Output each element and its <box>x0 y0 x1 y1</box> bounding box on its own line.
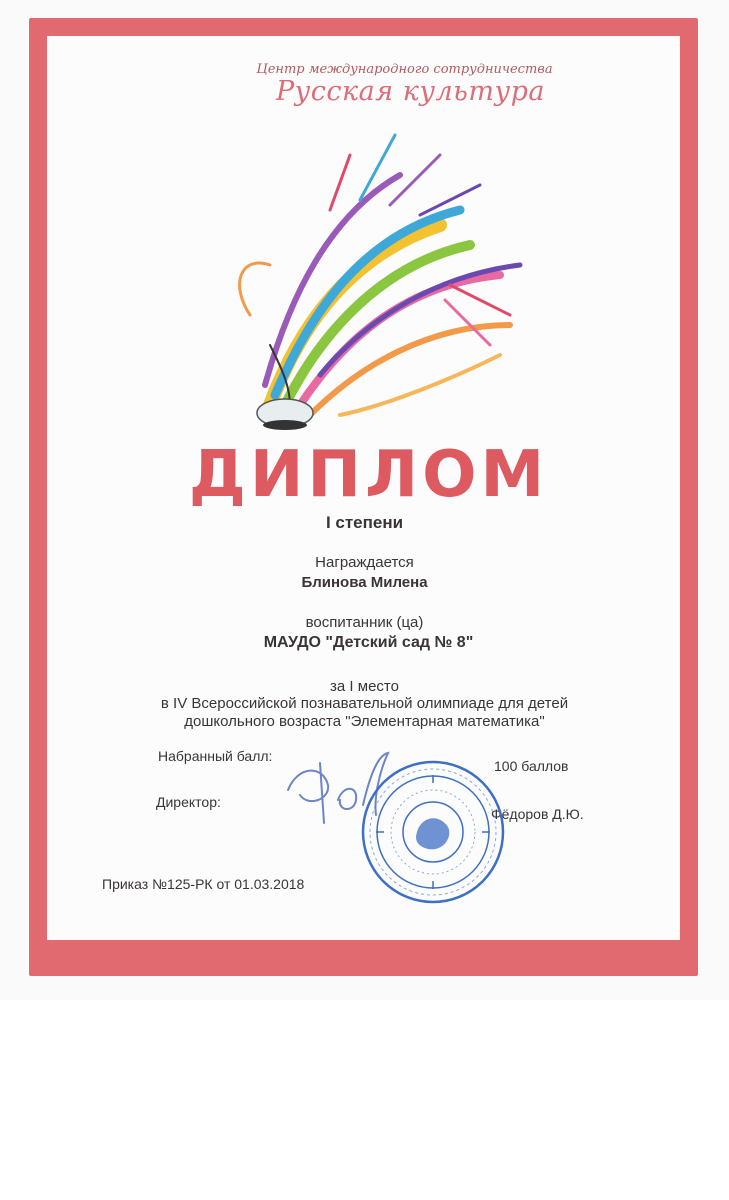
director-label: Директор: <box>156 794 221 810</box>
award-place: за I место <box>330 678 399 695</box>
school-name: МАУДО "Детский сад № 8" <box>263 634 474 651</box>
olympiad-description-line1: в IV Всероссийской познавательной олимпиаде для детей <box>160 695 569 712</box>
organization-name: Русская культура <box>275 76 546 107</box>
olympiad-description-line2: дошкольного возраста "Элементарная математика" <box>184 713 545 730</box>
awarded-label: Награждается <box>315 554 414 571</box>
director-name: Фёдоров Д.Ю. <box>491 806 584 822</box>
score-value: 100 баллов <box>494 758 569 774</box>
pupil-label: воспитанник (ца) <box>305 614 424 631</box>
recipient-name: Блинова Милена <box>301 574 428 591</box>
feather-inkwell-logo <box>210 115 540 435</box>
diploma-title: ДИПЛОМ <box>188 438 549 512</box>
score-label: Набранный балл: <box>158 748 273 764</box>
official-stamp <box>358 757 508 907</box>
organization-subtitle: Центр международного сотрудничества <box>256 62 553 77</box>
order-number: Приказ №125-РК от 01.03.2018 <box>102 876 305 892</box>
diploma-degree: I степени <box>325 513 404 532</box>
